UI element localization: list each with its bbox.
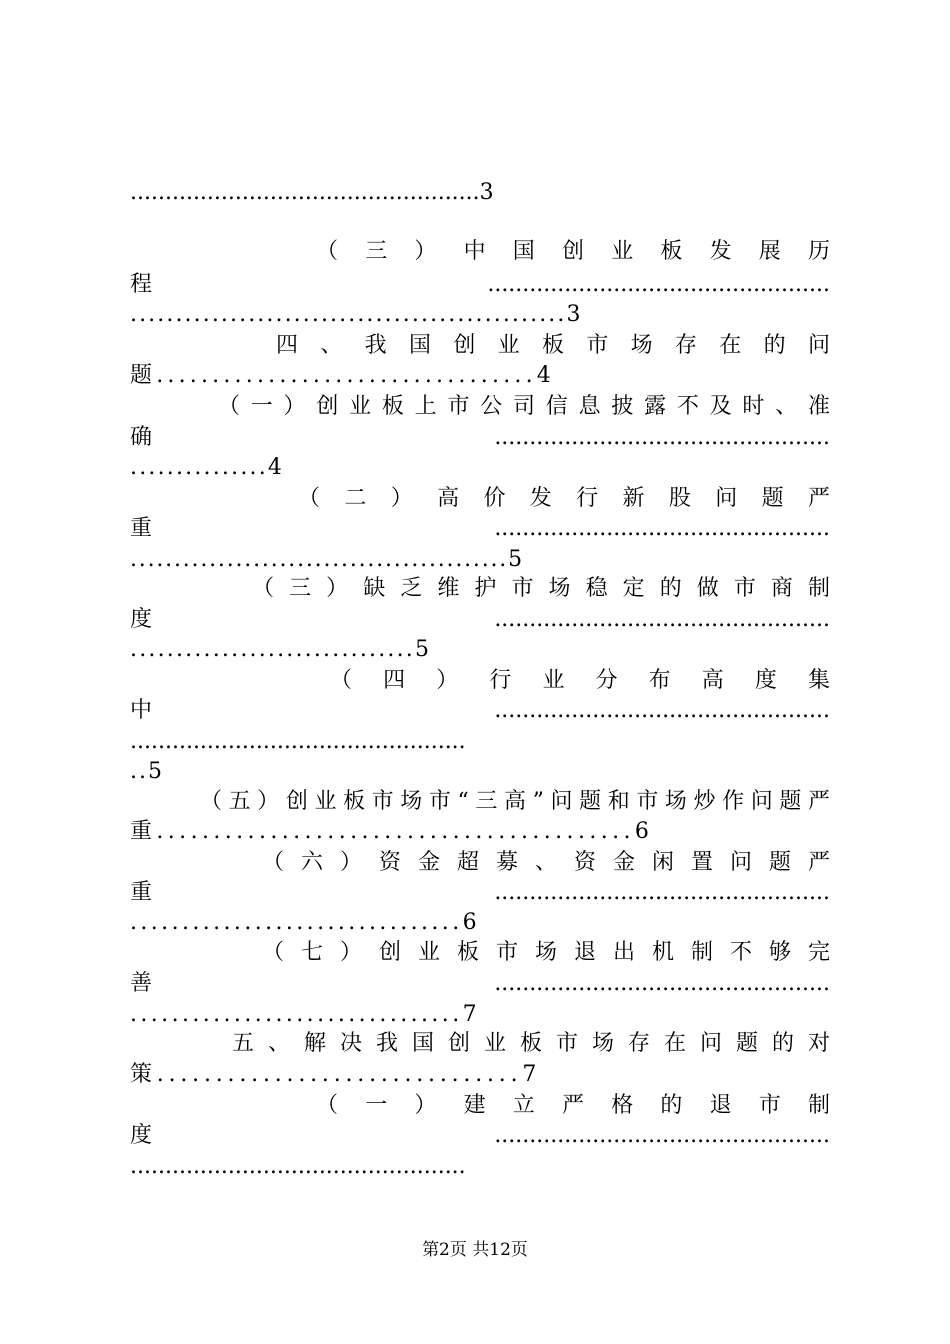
toc-line: 重..........................................6: [130, 819, 654, 844]
toc-entry-heading: （三）缺乏维护市场稳定的做市商制: [252, 576, 830, 601]
page-footer: 第2页 共12页: [422, 1240, 528, 1260]
toc-line: ................................6: [130, 910, 480, 935]
toc-line: ..5: [130, 759, 164, 784]
toc-line: ...............4: [130, 455, 285, 480]
toc-line: 程.................................................: [130, 272, 830, 297]
toc-line: 善................................................: [130, 971, 830, 996]
toc-line: 重................................................: [130, 516, 830, 541]
toc-line: 重................................................: [130, 880, 830, 905]
toc-entry-heading: （七）创业板市场退出机制不够完: [262, 940, 830, 965]
toc-entry-heading: （一）创业板上市公司信息披露不及时、准: [218, 394, 830, 419]
toc-line: 度................................................: [130, 1123, 830, 1148]
toc-line: 度................................................: [130, 607, 830, 632]
toc-entry-heading: （四）行业分布高度集: [330, 668, 830, 693]
toc-entry-heading: （五）创业板市场市“三高”问题和市场炒作问题严: [200, 789, 830, 814]
toc-entry-heading: （六）资金超募、资金闲置问题严: [262, 850, 830, 875]
toc-line: 中................................................: [130, 698, 830, 723]
toc-line: 策...............................7: [130, 1062, 542, 1087]
toc-line: ...............................5: [130, 637, 432, 662]
toc-entry-heading: 五、解决我国创业板市场存在问题的对: [232, 1031, 830, 1056]
toc-line: ................................................: [130, 729, 466, 754]
toc-line: ................................................3: [130, 302, 583, 327]
toc-line: ...........................................5: [130, 547, 524, 572]
toc-entry-heading: （三）中国创业板发展历: [316, 239, 830, 264]
toc-entry-heading: （一）建立严格的退市制: [316, 1093, 830, 1118]
toc-line: ................................................: [130, 1154, 466, 1179]
toc-entry-heading: 四、我国创业板市场存在的问: [276, 333, 830, 358]
toc-line: ..................................................3: [130, 180, 494, 205]
toc-entry-heading: （二）高价发行新股问题严: [298, 486, 830, 511]
toc-line: 题..................................4: [130, 363, 555, 388]
toc-line: ................................7: [130, 1002, 480, 1027]
toc-line: 确................................................: [130, 425, 830, 450]
